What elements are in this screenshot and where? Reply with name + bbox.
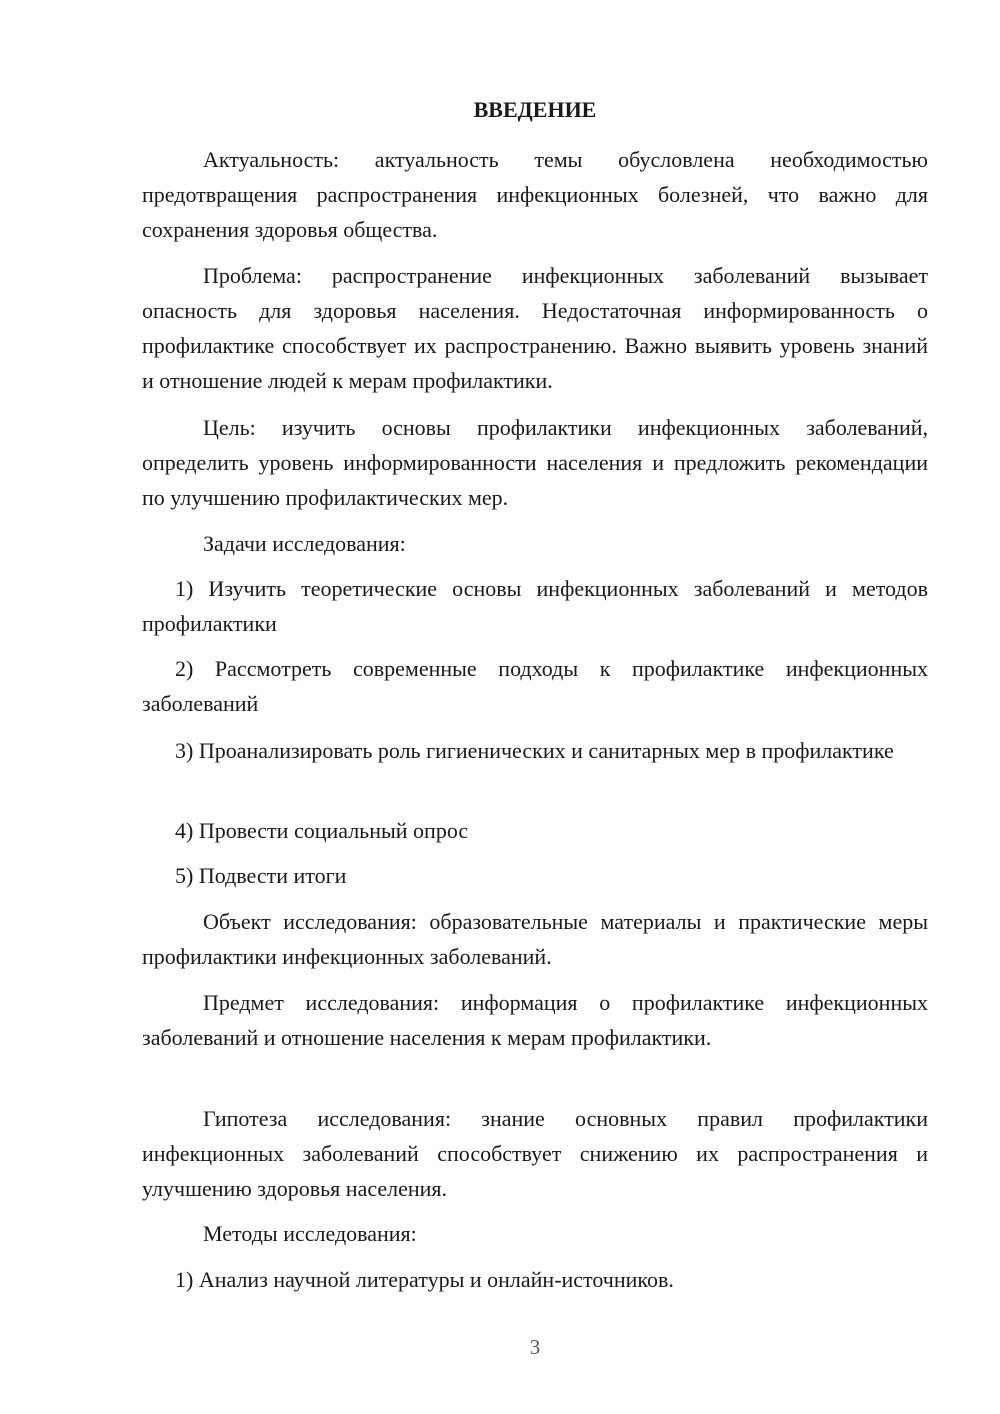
task-item-1: 1) Изучить теоретические основы инфекционных заболеваний и методов профилактики	[142, 576, 928, 636]
page-number: 3	[529, 1335, 541, 1359]
relevance-paragraph: Актуальность: актуальность темы обусловлена необходимостью предотвращения распространения инфекционных болезней, что важно для сохранения здоровья общества.	[142, 147, 928, 242]
task-item-4: 4) Провести социальный опрос	[175, 818, 469, 843]
goal-paragraph: Цель: изучить основы профилактики инфекционных заболеваний, определить уровень информированности населения и предложить рекомендации по улучшению профилактических мер.	[142, 415, 928, 510]
methods-heading: Методы исследования:	[203, 1221, 417, 1246]
subject-paragraph: Предмет исследования: информация о профилактике инфекционных заболеваний и отношение населения к мерам профилактики.	[142, 990, 928, 1050]
page-title: ВВЕДЕНИЕ	[473, 97, 597, 122]
object-paragraph: Объект исследования: образовательные материалы и практические меры профилактики инфекционных заболеваний.	[142, 909, 928, 969]
method-item-1: 1) Анализ научной литературы и онлайн-источников.	[175, 1267, 674, 1292]
task-item-3: 3) Проанализировать роль гигиенических и санитарных мер в профилактике	[175, 738, 894, 763]
task-item-2: 2) Рассмотреть современные подходы к профилактике инфекционных заболеваний	[142, 656, 928, 716]
tasks-heading: Задачи исследования:	[203, 531, 406, 556]
problem-paragraph: Проблема: распространение инфекционных заболеваний вызывает опасность для здоровья населения. Недостаточная информированность о профилактике способствует их распространению. Важно выявить уровень знаний и отношение людей к мерам профилактики.	[142, 263, 928, 393]
hypothesis-paragraph: Гипотеза исследования: знание основных правил профилактики инфекционных заболеваний способствует снижению их распространения и улучшению здоровья населения.	[142, 1106, 928, 1201]
task-item-5: 5) Подвести итоги	[175, 863, 347, 888]
